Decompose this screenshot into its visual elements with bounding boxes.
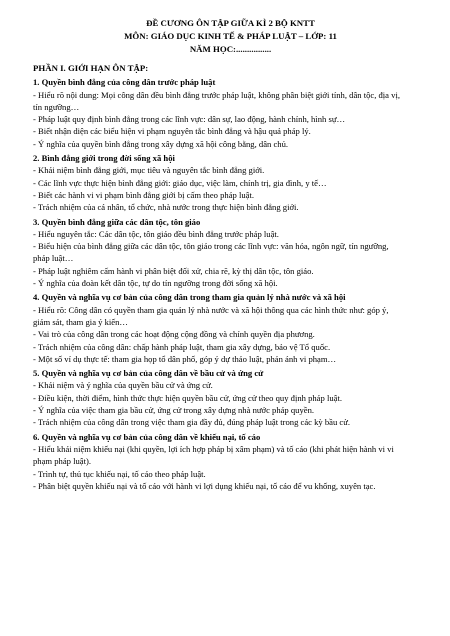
section-line: phạm pháp luật).: [33, 456, 91, 467]
document-title: ĐỀ CƯƠNG ÔN TẬP GIỮA KÌ 2 BỘ KNTT: [146, 18, 315, 28]
section-heading: 6. Quyền và nghĩa vụ cơ bản của công dân về khiếu nại, tố cáo: [33, 431, 261, 442]
section-line: - Khái niệm và ý nghĩa của quyền bầu cử và ứng cử.: [33, 380, 213, 391]
section-line: - Một số ví dụ thực tế: tham gia họp tổ dân phố, góp ý dự thảo luật, phản ánh vi phạm…: [33, 353, 337, 364]
section-line: - Các lĩnh vực thực hiện bình đẳng giới: giáo dục, việc làm, chính trị, gia đình, y tế…: [33, 177, 327, 188]
section-line: - Điều kiện, thời điểm, hình thức thực hiện quyền bầu cử, ứng cử theo quy định pháp luật.: [33, 392, 342, 403]
section-line: giám sát, tham gia ý kiến…: [33, 316, 128, 327]
section-line: - Trách nhiệm của cá nhân, tổ chức, nhà nước trong thực hiện bình đẳng giới.: [33, 202, 299, 213]
section-line: - Trách nhiệm của công dân: chấp hành pháp luật, tham gia xây dựng, bảo vệ Tổ quốc.: [33, 341, 331, 352]
section-heading: 3. Quyền bình đẳng giữa các dân tộc, tôn giáo: [33, 216, 201, 227]
section-line: - Ý nghĩa của quyền bình đẳng trong xây dựng xã hội công bằng, dân chủ.: [33, 138, 289, 149]
section-line: - Biết các hành vi vi phạm bình đẳng giới bị cấm theo pháp luật.: [33, 189, 255, 200]
school-year: NĂM HỌC:................: [189, 44, 272, 54]
section-line: - Pháp luật nghiêm cấm hành vi phân biệt đối xử, chia rẽ, kỳ thị dân tộc, tôn giáo.: [33, 265, 314, 276]
section-line: tín ngưỡng…: [33, 101, 80, 112]
section-line: - Hiểu khái niệm khiếu nại (khi quyền, lợi ích hợp pháp bị xâm phạm) và tố cáo (khi phát hiện hành vi vi: [33, 443, 394, 454]
section-line: - Hiểu rõ nội dung: Mọi công dân đều bình đẳng trước pháp luật, không phân biệt giới tính, dân tộc, địa vị,: [33, 89, 400, 100]
section-heading: 4. Quyền và nghĩa vụ cơ bản của công dân trong tham gia quản lý nhà nước và xã hội: [33, 292, 346, 303]
section-heading: 5. Quyền và nghĩa vụ cơ bản của công dân về bầu cử và ứng cử: [33, 368, 264, 379]
section-line: - Hiểu rõ: Công dân có quyền tham gia quản lý nhà nước và xã hội thông qua các hình thức như: góp ý,: [33, 304, 389, 315]
section-line: - Trình tự, thủ tục khiếu nại, tố cáo theo pháp luật.: [33, 468, 206, 479]
part-heading: PHẦN I. GIỚI HẠN ÔN TẬP:: [33, 63, 149, 73]
section-line: - Phân biệt quyền khiếu nại và tố cáo với hành vi lợi dụng khiếu nại, tố cáo để vu khống, xuyên tạc.: [33, 480, 376, 491]
sections-container: [33, 76, 428, 492]
section-heading: 1. Quyền bình đẳng của công dân trước pháp luật: [33, 77, 216, 88]
section-line: - Trách nhiệm của công dân trong việc tham gia đầy đủ, đúng pháp luật trong các kỳ bầu cử.: [33, 417, 351, 428]
section-line: - Ý nghĩa của đoàn kết dân tộc, tự do tín ngưỡng trong đời sống xã hội.: [33, 278, 278, 289]
section-line: - Hiểu nguyên tắc: Các dân tộc, tôn giáo đều bình đẳng trước pháp luật.: [33, 228, 279, 239]
section-line: - Khái niệm bình đẳng giới, mục tiêu và nguyên tắc bình đẳng giới.: [33, 165, 265, 176]
section-line: pháp luật…: [33, 253, 74, 264]
section-line: - Biết nhận diện các biểu hiện vi phạm nguyên tắc bình đẳng và hậu quả pháp lý.: [33, 126, 311, 137]
subject-line: MÔN: GIÁO DỤC KINH TẾ & PHÁP LUẬT – LỚP: 11: [124, 31, 337, 41]
section-line: - Biểu hiện của bình đẳng giữa các dân tộc, tôn giáo trong các lĩnh vực: văn hóa, ngôn ngữ, tín ngưỡng,: [33, 241, 389, 252]
section-line: - Vai trò của công dân trong các hoạt động cộng đồng và chính quyền địa phương.: [33, 329, 315, 340]
section-heading: 2. Bình đẳng giới trong đời sống xã hội: [33, 153, 175, 164]
section-line: - Ý nghĩa của việc tham gia bầu cử, ứng cử trong xây dựng nhà nước pháp quyền.: [33, 405, 315, 416]
section-line: - Pháp luật quy định bình đẳng trong các lĩnh vực: dân sự, lao động, hành chính, hình sự…: [33, 114, 346, 125]
